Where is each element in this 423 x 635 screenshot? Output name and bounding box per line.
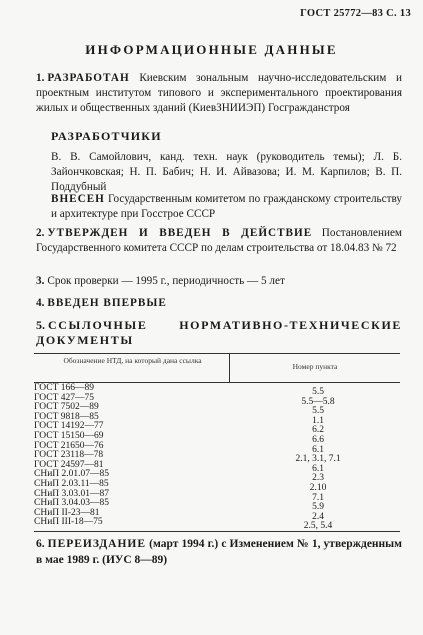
table-cell-doc: ГОСТ 166—89: [34, 383, 94, 393]
item-4-first-introduced: [36, 296, 402, 311]
table-top-rule: [34, 353, 400, 354]
item-5-number: 5.: [36, 318, 45, 332]
table-cell-doc: ГОСТ 9818—85: [34, 411, 99, 422]
developers-heading: РАЗРАБОТЧИКИ: [51, 129, 162, 143]
item-5-reference-docs: [36, 318, 402, 347]
table-cell-item: 2.5, 5.4: [303, 521, 333, 532]
table-cell-item: 6.1: [312, 444, 324, 455]
table-cell-item: 5.5: [312, 387, 324, 397]
table-cell-doc: СНиП 2.01.07—85: [34, 469, 110, 480]
item-6-caption: ПЕРЕИЗДАНИЕ: [47, 538, 147, 550]
item-3-text: Срок проверки — 1995 г., периодичность — 5 лет: [47, 275, 285, 287]
item-6-text: (март 1994 г.) с Изменением № 1, утвержденным в мае 1989 г. (ИУС 8—89): [36, 538, 402, 566]
table-cell-item: 1.1: [312, 415, 324, 426]
table-cell-item: 5.5: [312, 406, 324, 417]
introduced-by: [51, 192, 402, 222]
table-cell-doc: СНиП 3.03.01—87: [34, 488, 110, 499]
table-cell-doc: ГОСТ 427—75: [34, 392, 94, 403]
item-1-text: Киевским зональным научно-исследовательским и проектным институтом типового и экспериментального проектирования жилых и общественных зданий (КиевЗНИИЭП) Госгражданстроя: [36, 72, 402, 114]
table-cell-item: 2.1, 3.1, 7.1: [295, 454, 341, 465]
table-cell-item: 2.3: [312, 473, 324, 484]
table-cell-item: 6.1: [312, 463, 324, 474]
item-2-text: Постановлением Государственного комитета СССР по делам строительства от 18.04.83 № 72: [36, 227, 402, 254]
table-cell-doc: ГОСТ 7502—89: [34, 402, 99, 413]
item-1-caption: РАЗРАБОТАН: [47, 72, 130, 84]
introduced-caption: ВНЕСЕН: [51, 193, 105, 205]
item-4-number: 4.: [36, 297, 45, 309]
table-column-documents: [34, 384, 109, 528]
table-cell-item: 7.1: [312, 492, 324, 503]
table-cell-doc: ГОСТ 23118—78: [34, 450, 104, 461]
table-cell-doc: ГОСТ 15150—69: [34, 430, 104, 441]
table-cell-doc: СНиП III-18—75: [34, 517, 103, 528]
table-cell-item: 5.9: [312, 502, 324, 513]
table-cell-item: 2.10: [309, 482, 327, 493]
page-title: ИНФОРМАЦИОННЫЕ ДАННЫЕ: [85, 42, 338, 57]
table-cell-doc: СНиП II-23—81: [34, 507, 100, 518]
item-1-developed: [36, 71, 402, 115]
item-5-caption: ССЫЛОЧНЫЕ НОРМАТИВНО-ТЕХНИЧЕСКИЕ ДОКУМЕНТЫ: [36, 318, 402, 347]
table-header-clause: Номер пункта: [292, 362, 338, 371]
introduced-text: Государственным комитетом по гражданскому строительству и архитектуре при Госстрое СССР: [51, 193, 402, 220]
table-column-divider: [229, 353, 230, 382]
table-cell-doc: СНиП 2.03.11—85: [34, 478, 109, 489]
item-1-number: 1.: [36, 72, 45, 84]
table-cell-doc: СНиП 3.04.03—85: [34, 498, 110, 509]
item-3-number: 3.: [36, 275, 45, 287]
table-cell-doc: ГОСТ 21650—76: [34, 440, 104, 451]
developers-list: В. В. Самойлович, канд. техн. наук (руководитель темы); Л. Б. Зайончковская; Н. П. Бабич; Н. И. Айвазова; И. М. Карпилов; В. П. Поддубный: [51, 151, 402, 193]
page-header: ГОСТ 25772—83 С. 13: [300, 8, 411, 19]
table-cell-item: 5.5—5.8: [301, 396, 335, 407]
item-2-caption: УТВЕРЖДЕН И ВВЕДЕН В ДЕЙСТВИЕ: [47, 227, 313, 239]
table-cell-doc: ГОСТ 24597—81: [34, 459, 104, 470]
table-cell-doc: ГОСТ 14192—77: [34, 421, 104, 432]
table-column-clauses: [280, 388, 356, 532]
item-4-caption: ВВЕДЕН ВПЕРВЫЕ: [47, 297, 167, 309]
item-6-reissue: [36, 537, 402, 568]
item-2-approved: [36, 226, 402, 256]
table-header-document: Обозначение НТД, на который дана ссылка: [63, 356, 202, 365]
table-bottom-rule: [34, 531, 400, 532]
item-2-number: 2.: [36, 227, 45, 239]
item-3-review-period: [36, 274, 402, 289]
table-cell-item: 6.2: [312, 425, 324, 436]
table-cell-item: 6.6: [312, 434, 324, 445]
item-6-number: 6.: [36, 538, 45, 550]
table-cell-item: 2.4: [312, 511, 324, 522]
